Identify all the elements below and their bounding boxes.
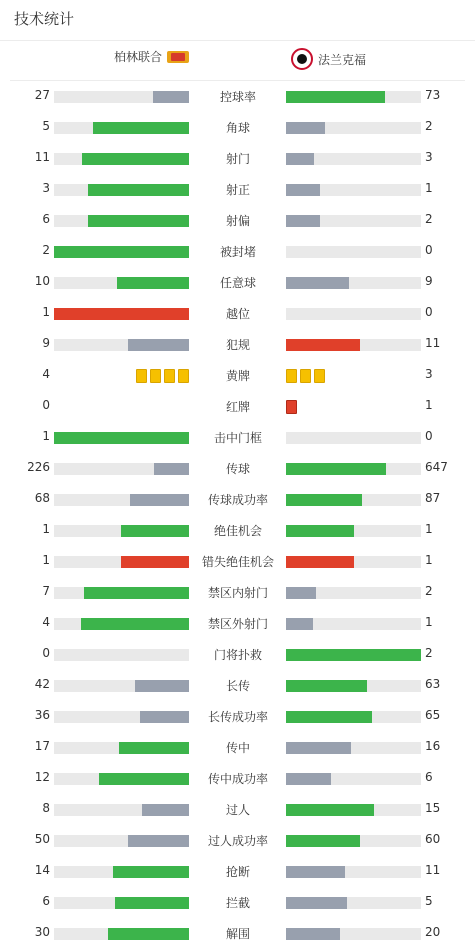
home-bar <box>119 742 189 754</box>
home-bar-track <box>54 463 189 475</box>
stat-label: 射偏 <box>225 214 250 228</box>
teams-header <box>0 48 475 74</box>
home-bar-track <box>54 308 189 320</box>
stat-label: 拦截 <box>225 896 250 910</box>
divider <box>0 40 475 41</box>
home-value: 50 <box>34 832 50 846</box>
home-bar-track <box>54 525 189 537</box>
stat-label: 红牌 <box>225 400 250 414</box>
away-value: 16 <box>425 739 441 753</box>
away-bar-track <box>286 618 421 630</box>
stat-label: 禁区外射门 <box>207 617 268 631</box>
away-bar-track <box>286 91 421 103</box>
home-bar <box>140 711 189 723</box>
away-bar-track <box>286 525 421 537</box>
home-bar-track <box>54 897 189 909</box>
home-bar <box>153 91 189 103</box>
home-value: 68 <box>34 491 50 505</box>
home-cards <box>136 369 189 383</box>
away-bar-track <box>286 804 421 816</box>
stat-row <box>0 236 475 267</box>
away-bar <box>286 184 320 196</box>
home-bar-track <box>54 742 189 754</box>
home-bar <box>154 463 189 475</box>
home-value: 0 <box>42 398 50 412</box>
away-bar <box>286 122 325 134</box>
home-value: 6 <box>42 894 50 908</box>
away-value: 2 <box>425 212 433 226</box>
away-team-logo-icon <box>291 48 313 70</box>
home-bar <box>113 866 189 878</box>
away-bar <box>286 91 385 103</box>
stat-label: 解围 <box>225 927 250 941</box>
home-value: 30 <box>34 925 50 939</box>
stat-label: 长传成功率 <box>207 710 268 724</box>
away-value: 6 <box>425 770 433 784</box>
stat-label: 击中门框 <box>213 431 262 445</box>
home-value: 6 <box>42 212 50 226</box>
away-value: 65 <box>425 708 441 722</box>
home-bar <box>54 308 189 320</box>
stats-list <box>0 81 475 949</box>
stat-label: 射正 <box>225 183 250 197</box>
home-team-name: 柏林联合 <box>114 50 163 64</box>
away-bar <box>286 773 331 785</box>
home-bar-track <box>54 711 189 723</box>
home-bar <box>82 153 189 165</box>
away-team[interactable] <box>291 48 366 70</box>
stat-row <box>0 825 475 856</box>
away-bar-track <box>286 432 421 444</box>
stat-row <box>0 546 475 577</box>
home-bar <box>135 680 189 692</box>
home-bar-track <box>54 339 189 351</box>
stat-row <box>0 143 475 174</box>
home-bar <box>84 587 189 599</box>
home-bar <box>117 277 189 289</box>
home-team-logo-icon <box>167 51 189 63</box>
yellow-card-icon <box>136 369 147 383</box>
stat-label: 任意球 <box>219 276 256 290</box>
home-value: 14 <box>34 863 50 877</box>
away-cards <box>286 400 297 414</box>
home-bar-track <box>54 122 189 134</box>
away-bar-track <box>286 680 421 692</box>
stat-label: 角球 <box>225 121 250 135</box>
stat-row <box>0 701 475 732</box>
home-bar <box>88 184 189 196</box>
stat-label: 传球 <box>225 462 250 476</box>
away-bar <box>286 215 320 227</box>
away-bar-track <box>286 835 421 847</box>
away-value: 3 <box>425 367 433 381</box>
red-card-icon <box>286 400 297 414</box>
home-bar-track <box>54 432 189 444</box>
home-bar-track <box>54 587 189 599</box>
home-bar-track <box>54 246 189 258</box>
home-value: 1 <box>42 429 50 443</box>
stat-row <box>0 329 475 360</box>
home-value: 7 <box>42 584 50 598</box>
stat-label: 绝佳机会 <box>213 524 262 538</box>
home-value: 0 <box>42 646 50 660</box>
stat-label: 门将扑救 <box>213 648 262 662</box>
away-bar <box>286 897 347 909</box>
home-value: 1 <box>42 553 50 567</box>
away-bar-track <box>286 246 421 258</box>
stat-row <box>0 205 475 236</box>
yellow-card-icon <box>314 369 325 383</box>
stat-row <box>0 360 475 391</box>
away-bar <box>286 277 349 289</box>
home-bar-track <box>54 618 189 630</box>
home-value: 1 <box>42 522 50 536</box>
away-bar <box>286 680 367 692</box>
home-bar <box>121 525 189 537</box>
stat-label: 控球率 <box>219 90 256 104</box>
home-value: 1 <box>42 305 50 319</box>
home-bar-track <box>54 773 189 785</box>
stat-row <box>0 81 475 112</box>
away-bar <box>286 339 360 351</box>
away-bar-track <box>286 184 421 196</box>
home-bar <box>54 432 189 444</box>
away-bar-track <box>286 928 421 940</box>
home-value: 3 <box>42 181 50 195</box>
away-bar <box>286 153 314 165</box>
away-bar <box>286 649 421 661</box>
away-value: 11 <box>425 336 441 350</box>
away-bar-track <box>286 742 421 754</box>
away-bar <box>286 928 340 940</box>
away-value: 5 <box>425 894 433 908</box>
stat-row <box>0 639 475 670</box>
stat-row <box>0 887 475 918</box>
stat-row <box>0 670 475 701</box>
home-bar-track <box>54 556 189 568</box>
home-value: 5 <box>42 119 50 133</box>
home-value: 2 <box>42 243 50 257</box>
away-bar <box>286 587 316 599</box>
stat-label: 长传 <box>225 679 250 693</box>
stat-row <box>0 112 475 143</box>
away-value: 1 <box>425 553 433 567</box>
stat-row <box>0 174 475 205</box>
home-bar-track <box>54 277 189 289</box>
yellow-card-icon <box>178 369 189 383</box>
away-bar <box>286 556 354 568</box>
home-bar-track <box>54 215 189 227</box>
away-bar <box>286 804 374 816</box>
stat-row <box>0 298 475 329</box>
stat-label: 传中成功率 <box>207 772 268 786</box>
home-value: 4 <box>42 615 50 629</box>
yellow-card-icon <box>286 369 297 383</box>
away-bar-track <box>286 587 421 599</box>
home-bar <box>93 122 189 134</box>
away-bar <box>286 525 354 537</box>
home-bar <box>130 494 189 506</box>
away-bar <box>286 835 360 847</box>
away-value: 1 <box>425 181 433 195</box>
stat-row <box>0 732 475 763</box>
away-bar-track <box>286 866 421 878</box>
home-value: 9 <box>42 336 50 350</box>
stat-label: 黄牌 <box>225 369 250 383</box>
away-bar <box>286 494 362 506</box>
home-bar <box>128 835 189 847</box>
away-value: 9 <box>425 274 433 288</box>
stat-label: 射门 <box>225 152 250 166</box>
away-bar-track <box>286 649 421 661</box>
away-bar-track <box>286 215 421 227</box>
home-bar <box>128 339 189 351</box>
yellow-card-icon <box>300 369 311 383</box>
home-bar <box>115 897 189 909</box>
home-bar-track <box>54 835 189 847</box>
away-bar <box>286 742 351 754</box>
home-value: 27 <box>34 88 50 102</box>
away-value: 1 <box>425 522 433 536</box>
away-value: 63 <box>425 677 441 691</box>
away-bar <box>286 866 345 878</box>
home-bar-track <box>54 649 189 661</box>
stat-row <box>0 918 475 949</box>
stat-row <box>0 763 475 794</box>
away-bar <box>286 463 386 475</box>
away-bar-track <box>286 711 421 723</box>
away-bar-track <box>286 556 421 568</box>
away-bar-track <box>286 308 421 320</box>
home-value: 42 <box>34 677 50 691</box>
home-value: 36 <box>34 708 50 722</box>
home-bar-track <box>54 494 189 506</box>
stat-label: 传球成功率 <box>207 493 268 507</box>
home-bar <box>121 556 189 568</box>
stat-label: 过人成功率 <box>207 834 268 848</box>
yellow-card-icon <box>164 369 175 383</box>
stat-label: 犯规 <box>225 338 250 352</box>
away-bar-track <box>286 494 421 506</box>
away-value: 3 <box>425 150 433 164</box>
stat-row <box>0 515 475 546</box>
home-bar-track <box>54 680 189 692</box>
home-bar <box>81 618 189 630</box>
stat-label: 错失绝佳机会 <box>201 555 274 569</box>
away-bar <box>286 618 313 630</box>
away-value: 15 <box>425 801 441 815</box>
home-value: 226 <box>27 460 50 474</box>
away-value: 0 <box>425 243 433 257</box>
away-bar <box>286 711 372 723</box>
page-title: 技术统计 <box>14 10 75 28</box>
stat-row <box>0 267 475 298</box>
away-value: 0 <box>425 429 433 443</box>
away-bar-track <box>286 339 421 351</box>
away-value: 2 <box>425 119 433 133</box>
home-value: 11 <box>34 150 50 164</box>
home-value: 17 <box>34 739 50 753</box>
stat-label: 越位 <box>225 307 250 321</box>
stat-label: 被封堵 <box>219 245 256 259</box>
home-value: 8 <box>42 801 50 815</box>
home-bar-track <box>54 804 189 816</box>
home-bar-track <box>54 928 189 940</box>
away-value: 2 <box>425 584 433 598</box>
home-bar <box>99 773 189 785</box>
away-value: 2 <box>425 646 433 660</box>
home-bar-track <box>54 91 189 103</box>
home-bar-track <box>54 184 189 196</box>
away-team-name: 法兰克福 <box>318 52 367 67</box>
stat-row <box>0 484 475 515</box>
away-bar-track <box>286 773 421 785</box>
home-bar-track <box>54 866 189 878</box>
stat-row <box>0 453 475 484</box>
away-value: 87 <box>425 491 441 505</box>
away-bar-track <box>286 122 421 134</box>
stat-row <box>0 391 475 422</box>
away-bar-track <box>286 277 421 289</box>
yellow-card-icon <box>150 369 161 383</box>
home-team[interactable] <box>114 48 189 65</box>
stat-row <box>0 794 475 825</box>
away-value: 60 <box>425 832 441 846</box>
away-bar-track <box>286 463 421 475</box>
stat-row <box>0 856 475 887</box>
stat-label: 禁区内射门 <box>207 586 268 600</box>
away-cards <box>286 369 325 383</box>
away-value: 20 <box>425 925 441 939</box>
away-value: 0 <box>425 305 433 319</box>
away-value: 647 <box>425 460 448 474</box>
home-value: 10 <box>34 274 50 288</box>
home-bar-track <box>54 153 189 165</box>
home-bar <box>142 804 189 816</box>
stat-row <box>0 422 475 453</box>
stat-label: 过人 <box>225 803 250 817</box>
home-bar <box>88 215 189 227</box>
stat-label: 传中 <box>225 741 250 755</box>
home-value: 12 <box>34 770 50 784</box>
away-value: 1 <box>425 615 433 629</box>
stat-row <box>0 608 475 639</box>
stat-row <box>0 577 475 608</box>
stat-label: 抢断 <box>225 865 250 879</box>
home-bar <box>54 246 189 258</box>
away-bar-track <box>286 897 421 909</box>
away-value: 73 <box>425 88 441 102</box>
home-value: 4 <box>42 367 50 381</box>
home-bar <box>108 928 189 940</box>
away-bar-track <box>286 153 421 165</box>
away-value: 1 <box>425 398 433 412</box>
away-value: 11 <box>425 863 441 877</box>
